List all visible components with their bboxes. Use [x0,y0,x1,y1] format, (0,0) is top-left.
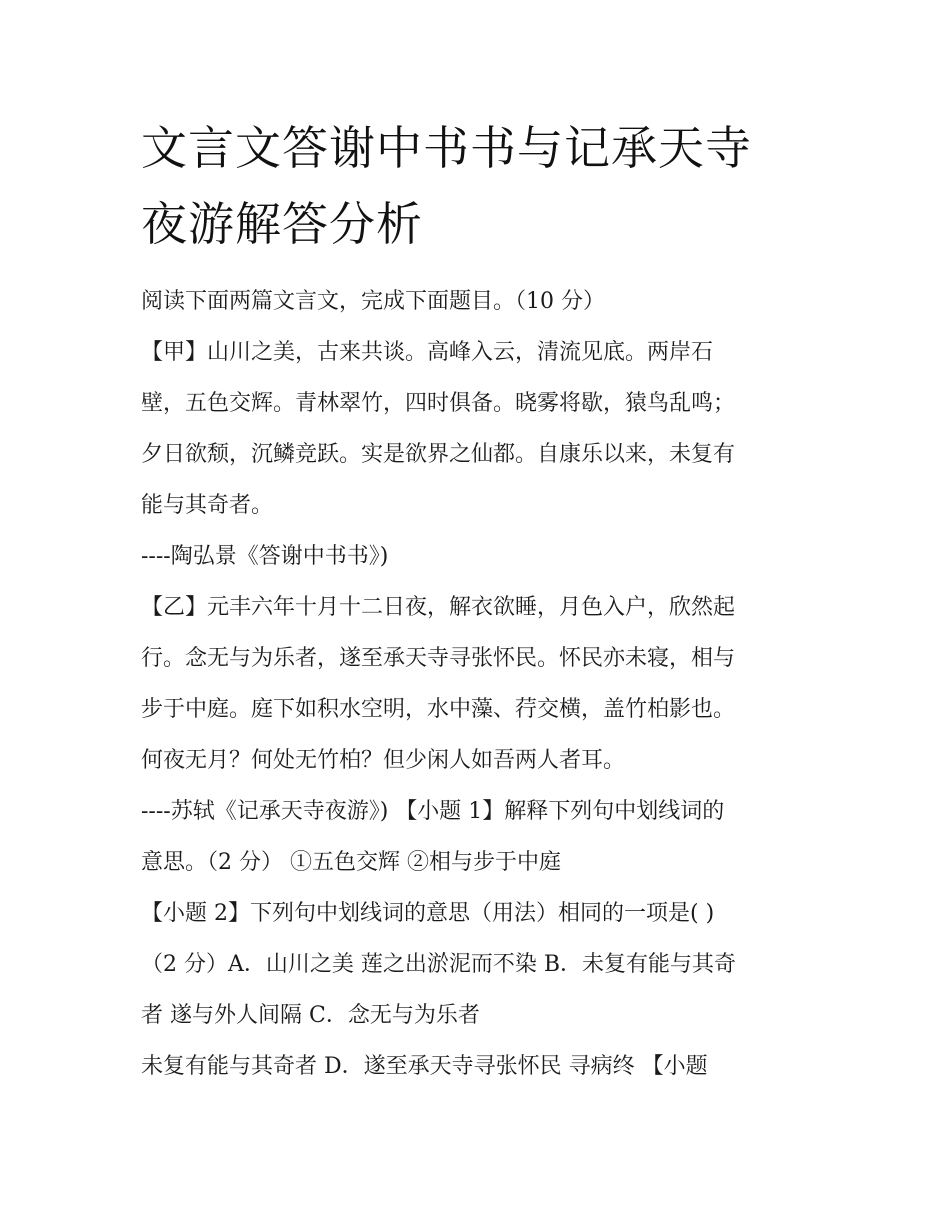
text-line: 意思。（2 分） ①五色交辉 ②相与步于中庭 [141,850,561,875]
text-line: 者 遂与外人间隔 C．念无与为乐者 [141,1003,480,1028]
text-line: ----苏轼《记承天寺夜游》) 【小题 1】解释下列句中划线词的 [141,799,725,824]
document-title [141,110,821,262]
text-line: 能与其奇者。 [141,493,274,518]
title-line-2: 夜游解答分析 [141,197,423,251]
text-line: 何夜无月？何处无竹柏？但少闲人如吾两人者耳。 [141,748,626,773]
text-line: 【乙】元丰六年十月十二日夜，解衣欲睡，月色入户，欣然起 [141,595,736,620]
text-line: 未复有能与其奇者 D．遂至承天寺寻张怀民 寻病终 【小题 [141,1054,708,1079]
text-line: 【小题 2】下列句中划线词的意思（用法）相同的一项是( ) [141,901,715,926]
text-line: （2 分）A．山川之美 莲之出淤泥而不染 B．未复有能与其奇 [141,952,737,977]
text-line: 阅读下面两篇文言文，完成下面题目。（10 分） [141,289,605,314]
title-line-1: 文言文答谢中书书与记承天寺 [141,121,752,175]
text-line: 行。念无与为乐者，遂至承天寺寻张怀民。怀民亦未寝，相与 [141,646,736,671]
document-body [141,276,821,1092]
text-line: 夕日欲颓，沉鳞竞跃。实是欲界之仙都。自康乐以来，未复有 [141,442,736,467]
text-line: 【甲】山川之美，古来共谈。高峰入云，清流见底。两岸石 [141,340,714,365]
text-line: 步于中庭。庭下如积水空明，水中藻、荇交横，盖竹柏影也。 [141,697,736,722]
text-line: ----陶弘景《答谢中书书》) [141,544,389,569]
text-line: 壁，五色交辉。青林翠竹，四时俱备。晓雾将歇，猿鸟乱鸣； [141,391,736,416]
